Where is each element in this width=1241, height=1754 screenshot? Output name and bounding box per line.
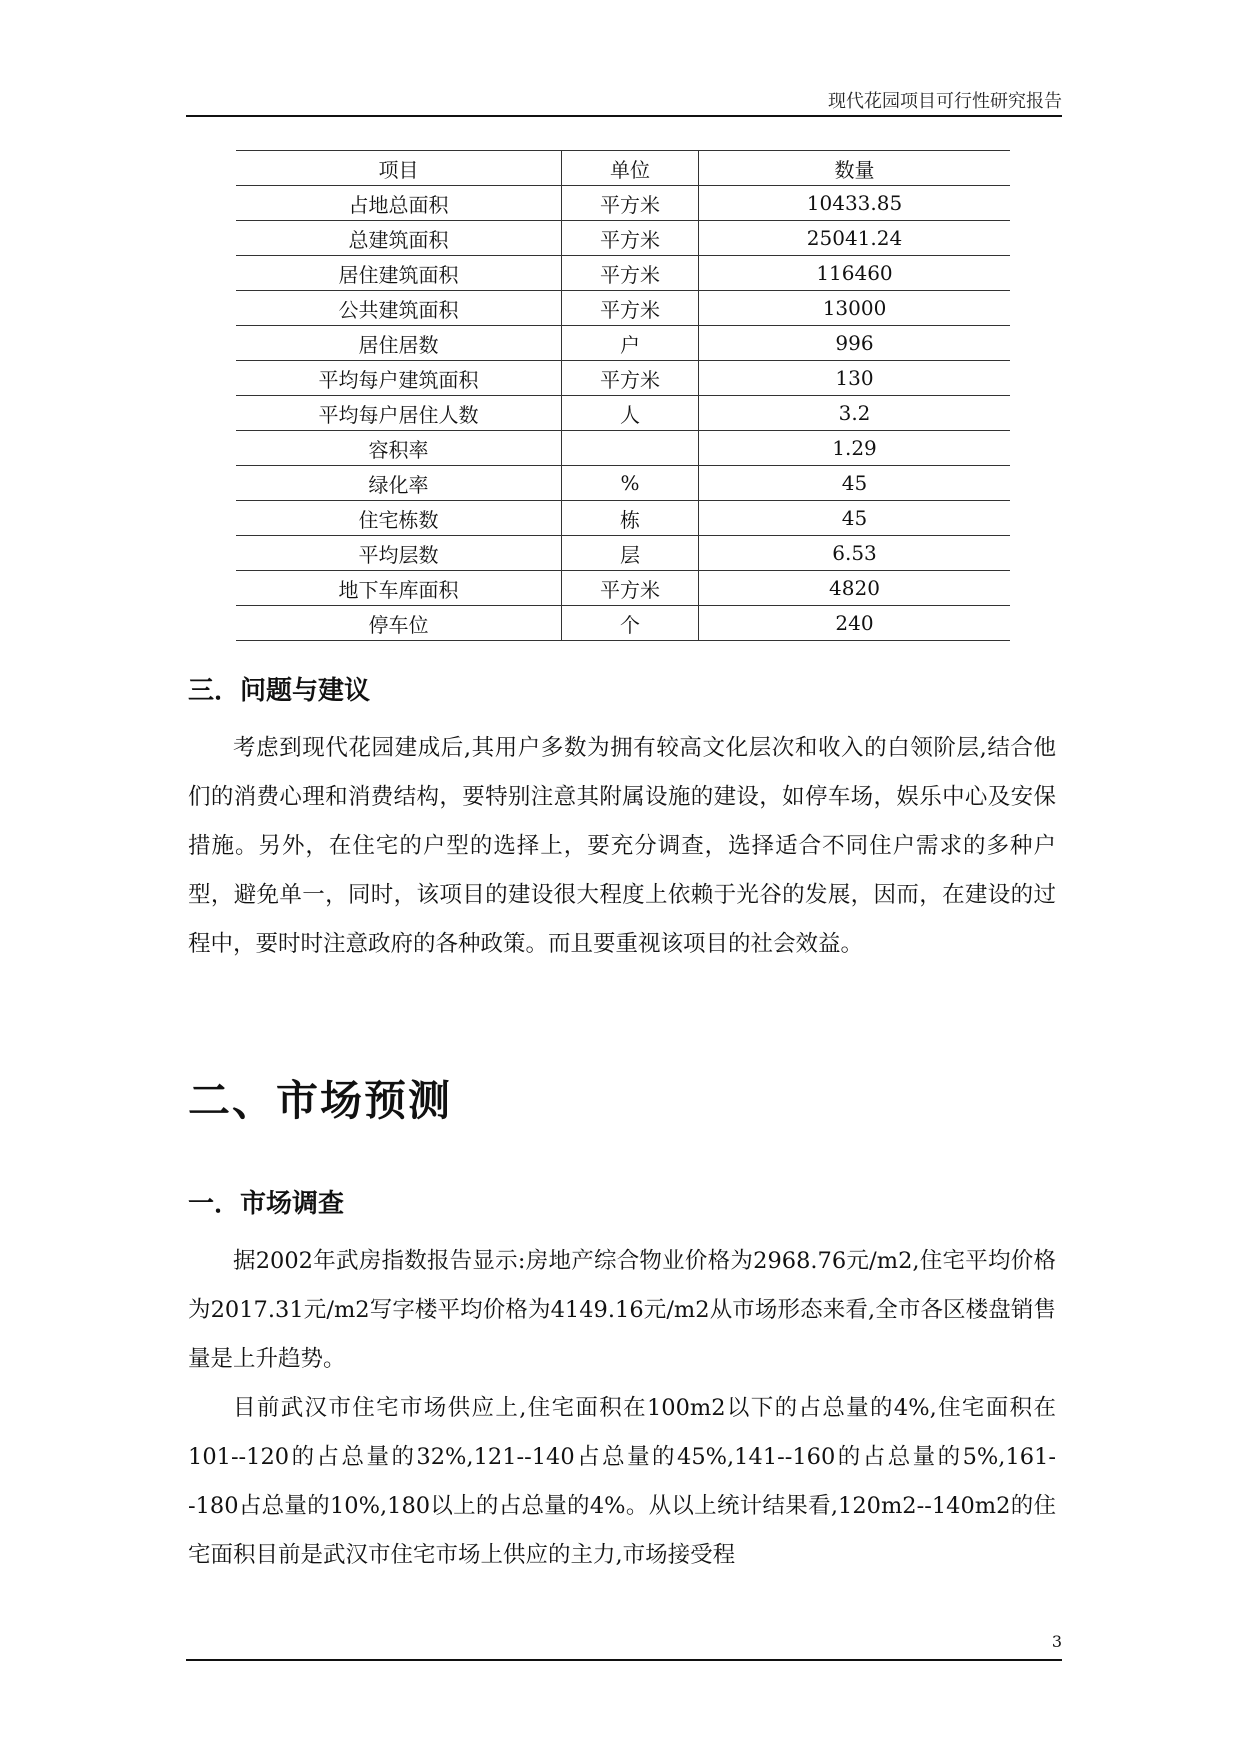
cell-item: 居住建筑面积 (236, 256, 562, 291)
cell-item: 居住居数 (236, 326, 562, 361)
cell-unit: 平方米 (562, 571, 699, 606)
cell-quantity: 1.29 (699, 431, 1011, 466)
cell-item: 容积率 (236, 431, 562, 466)
header-rule (186, 115, 1062, 117)
cell-quantity: 240 (699, 606, 1011, 641)
table-row (236, 466, 1010, 501)
cell-unit: 平方米 (562, 291, 699, 326)
column-header-item: 项目 (236, 151, 562, 186)
cell-unit: 平方米 (562, 361, 699, 396)
table-row (236, 291, 1010, 326)
market-survey-paragraph-1: 据2002年武房指数报告显示:房地产综合物业价格为2968.76元/m2,住宅平均价格为2017.31元/m2写字楼平均价格为4149.16元/m2从市场形态来看,全市各区楼盘销售量是上升趋势。 (188, 1248, 1056, 1372)
column-header-quantity: 数量 (699, 151, 1011, 186)
cell-item: 平均层数 (236, 536, 562, 571)
footer-rule (186, 1659, 1062, 1661)
cell-quantity: 4820 (699, 571, 1011, 606)
cell-unit: 层 (562, 536, 699, 571)
cell-quantity: 45 (699, 466, 1011, 501)
cell-unit: 个 (562, 606, 699, 641)
issues-suggestions-paragraph: 考虑到现代花园建成后,其用户多数为拥有较高文化层次和收入的白领阶层,结合他们的消费心理和消费结构，要特别注意其附属设施的建设，如停车场，娱乐中心及安保措施。另外，在住宅的户型的选择上，要充分调查，选择适合不同住户需求的多种户型，避免单一，同时，该项目的建设很大程度上依赖于光谷的发展，因而，在建设的过程中，要时时注意政府的各种政策。而且要重视该项目的社会效益。 (188, 735, 1056, 957)
table-row (236, 536, 1010, 571)
cell-unit: 人 (562, 396, 699, 431)
section-heading-issues-suggestions: 三．问题与建议 (188, 676, 371, 706)
cell-unit: 户 (562, 326, 699, 361)
cell-item: 地下车库面积 (236, 571, 562, 606)
table-row (236, 361, 1010, 396)
cell-unit: 栋 (562, 501, 699, 536)
page-number: 3 (1051, 1632, 1062, 1651)
cell-item: 停车位 (236, 606, 562, 641)
cell-unit: 平方米 (562, 186, 699, 221)
table-row (236, 431, 1010, 466)
cell-quantity: 3.2 (699, 396, 1011, 431)
cell-unit: 平方米 (562, 256, 699, 291)
table-row (236, 396, 1010, 431)
cell-item: 公共建筑面积 (236, 291, 562, 326)
cell-item: 绿化率 (236, 466, 562, 501)
table-row (236, 221, 1010, 256)
cell-unit: 平方米 (562, 221, 699, 256)
cell-unit (562, 431, 699, 466)
cell-quantity: 6.53 (699, 536, 1011, 571)
cell-item: 占地总面积 (236, 186, 562, 221)
table-row (236, 256, 1010, 291)
cell-quantity: 45 (699, 501, 1011, 536)
table-header-row (236, 151, 1010, 186)
section-heading-market-survey: 一．市场调查 (188, 1189, 345, 1219)
cell-unit: % (562, 466, 699, 501)
column-header-unit: 单位 (562, 151, 699, 186)
market-survey-paragraph-2: 目前武汉市住宅市场供应上,住宅面积在100m2以下的占总量的4%,住宅面积在101--120的占总量的32%,121--140占总量的45%,141--160的占总量的5%,161--180占总量的10%,180以上的占总量的4%。从以上统计结果看,120m2--140m2的住宅面积目前是武汉市住宅市场上供应的主力,市场接受程 (188, 1395, 1056, 1568)
cell-item: 住宅栋数 (236, 501, 562, 536)
cell-item: 总建筑面积 (236, 221, 562, 256)
table-row (236, 571, 1010, 606)
cell-quantity: 13000 (699, 291, 1011, 326)
chapter-title-market-forecast: 二、市场预测 (188, 1076, 453, 1125)
cell-item: 平均每户建筑面积 (236, 361, 562, 396)
table-row (236, 326, 1010, 361)
project-stats-table (236, 150, 1010, 641)
running-header-title: 现代花园项目可行性研究报告 (828, 91, 1062, 112)
cell-quantity: 130 (699, 361, 1011, 396)
table-row (236, 501, 1010, 536)
cell-quantity: 25041.24 (699, 221, 1011, 256)
table-row (236, 186, 1010, 221)
cell-quantity: 10433.85 (699, 186, 1011, 221)
cell-quantity: 116460 (699, 256, 1011, 291)
cell-item: 平均每户居住人数 (236, 396, 562, 431)
cell-quantity: 996 (699, 326, 1011, 361)
table-row (236, 606, 1010, 641)
